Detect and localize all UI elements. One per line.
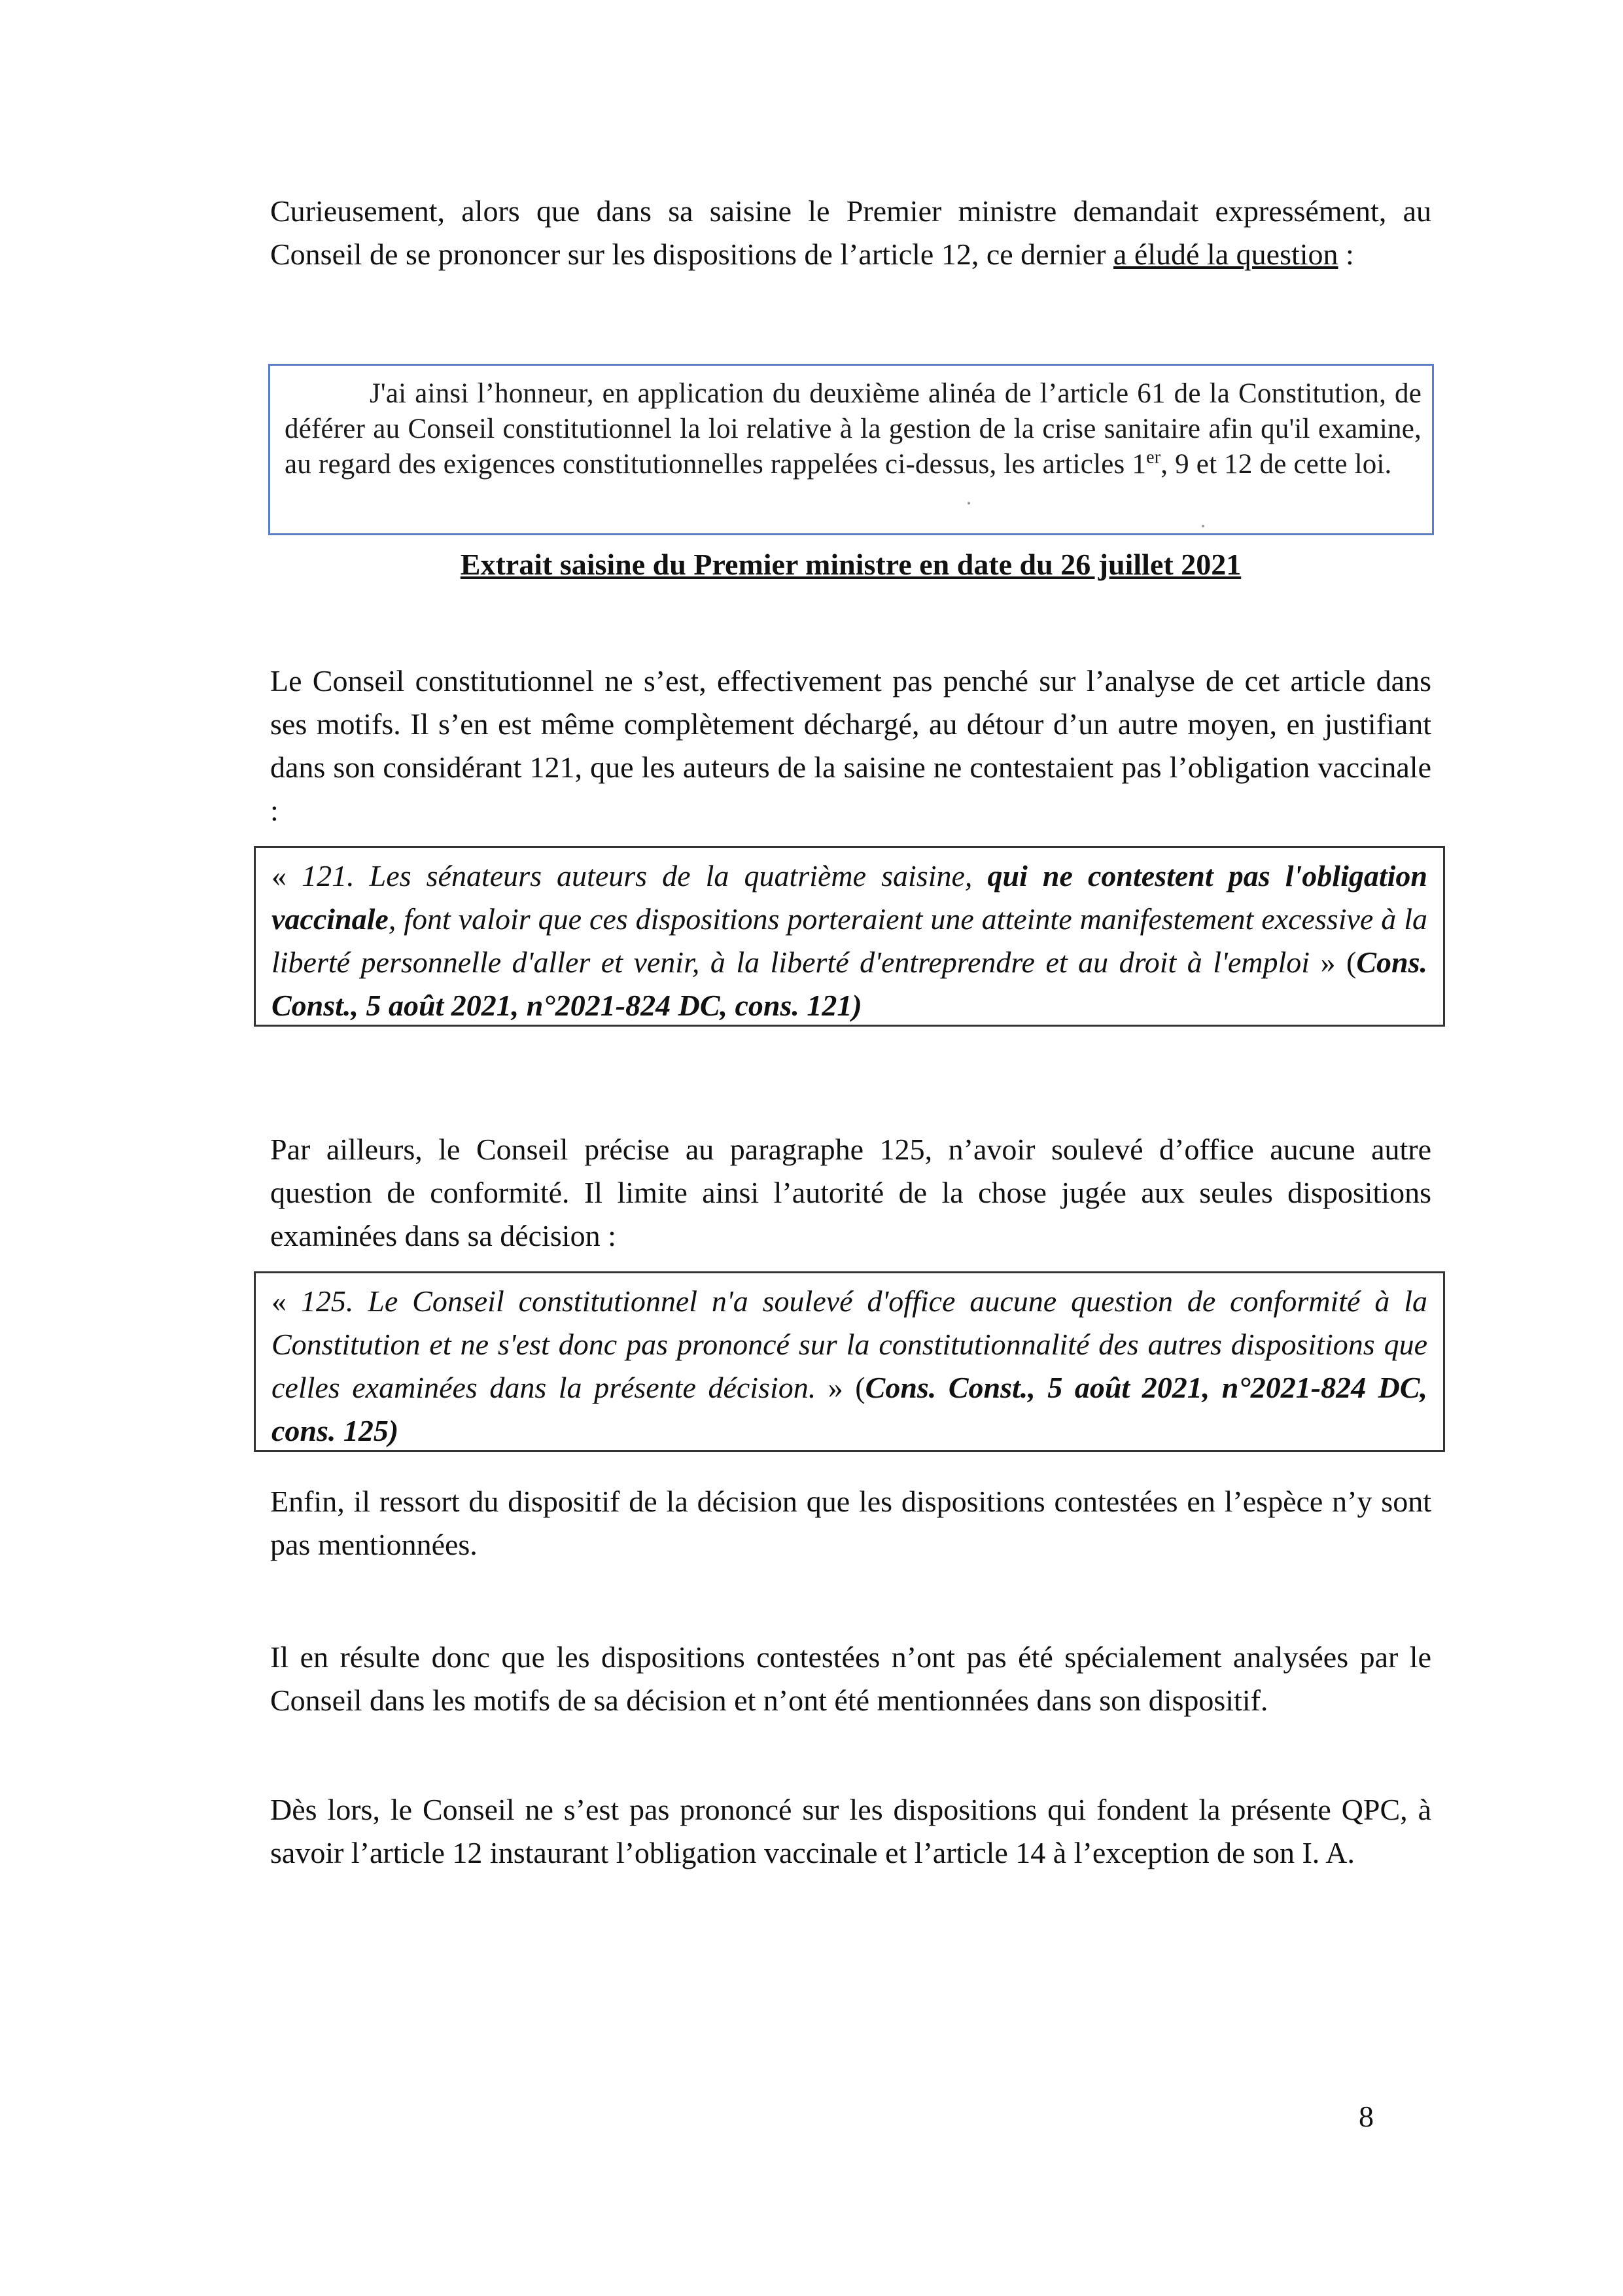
page-number: 8 <box>1359 2100 1374 2133</box>
quote-box-121 <box>254 846 1445 1027</box>
paragraph-intro-text: Curieusement, alors que dans sa saisine le Premier ministre demandait expressément, au Conseil de se prononcer sur les dispositions de l’article 12, ce dernier <box>270 194 1431 271</box>
underlined-phrase: a éludé la question <box>1113 238 1338 271</box>
quote-121-emphasis: qui ne contestent pas l'obligation vaccinale <box>271 859 1428 936</box>
scan-speck <box>968 502 970 504</box>
quote-125-open: « <box>271 1284 301 1318</box>
paragraph-conclusion: Il en résulte donc que les dispositions contestées n’ont pas été spécialement analysées par le Conseil dans les motifs de sa décision et n’ont été mentionnées dans son dispositif. <box>270 1640 1431 1717</box>
excerpt-caption: Extrait saisine du Premier ministre en date du 26 juillet 2021 <box>460 548 1242 581</box>
scanned-excerpt-text <box>285 376 1422 482</box>
paragraph-intro <box>270 190 1431 276</box>
quote-121-text <box>271 855 1427 1027</box>
scanned-excerpt-superscript: er <box>1146 447 1161 468</box>
scan-speck <box>1202 525 1204 527</box>
quote-box-125 <box>254 1271 1445 1452</box>
scanned-excerpt-end: , 9 et 12 de cette loi. <box>1161 449 1392 480</box>
quote-121-open: « <box>271 859 302 892</box>
paragraph-paragraph-125: Par ailleurs, le Conseil précise au paragraphe 125, n’avoir soulevé d’office aucune autre question de conformité. Il limite ainsi l’autorité de la chose jugée aux seules dispositions examinées dans sa décision : <box>270 1133 1431 1252</box>
paragraph-dispositif: Enfin, il ressort du dispositif de la décision que les dispositions contestées en l’espèce n’y sont pas mentionnées. <box>270 1485 1431 1561</box>
quote-121-italic-start: 121. Les sénateurs auteurs de la quatrième saisine, <box>302 859 988 892</box>
paragraph-analysis: Le Conseil constitutionnel ne s’est, effectivement pas penché sur l’analyse de cet article dans ses motifs. Il s’en est même complètement déchargé, au détour d’un autre moyen, en justifiant dans son considérant 121, que les auteurs de la saisine ne contestaient pas l’obligation vaccinale : <box>270 664 1431 827</box>
scanned-excerpt-main: J'ai ainsi l’honneur, en application du deuxième alinéa de l’article 61 de la Constitution, de déférer au Conseil constitutionnel la loi relative à la gestion de la crise sanitaire afin qu'il examine, au regard des exigences constitutionnelles rappelées ci-dessus, les articles 1 <box>285 378 1422 480</box>
quote-125-citation: Cons. Const., 5 août 2021, n°2021-824 DC, cons. 125) <box>271 1371 1427 1447</box>
quote-121-close: » ( <box>1310 945 1357 979</box>
quote-125-italic: 125. Le Conseil constitutionnel n'a soulevé d'office aucune question de conformité à la Constitution et ne s'est donc pas prononcé sur la constitutionnalité des autres dispositions que celles examinées dans la présente décision. <box>271 1284 1428 1404</box>
scanned-excerpt-box <box>268 364 1434 535</box>
quote-125-close: » ( <box>816 1371 865 1404</box>
quote-121-italic-end: , font valoir que ces dispositions porteraient une atteinte manifestement excessive à la liberté personnelle d'aller et venir, à la liberté d'entreprendre et au droit à l'emploi <box>271 902 1427 979</box>
quote-125-text <box>271 1280 1427 1453</box>
paragraph-intro-end: : <box>1338 238 1354 271</box>
paragraph-final: Dès lors, le Conseil ne s’est pas prononcé sur les dispositions qui fondent la présente QPC, à savoir l’article 12 instaurant l’obligation vaccinale et l’article 14 à l’exception de son I. A. <box>270 1793 1431 1869</box>
quote-121-citation: Cons. Const., 5 août 2021, n°2021-824 DC, cons. 121) <box>271 945 1427 1022</box>
